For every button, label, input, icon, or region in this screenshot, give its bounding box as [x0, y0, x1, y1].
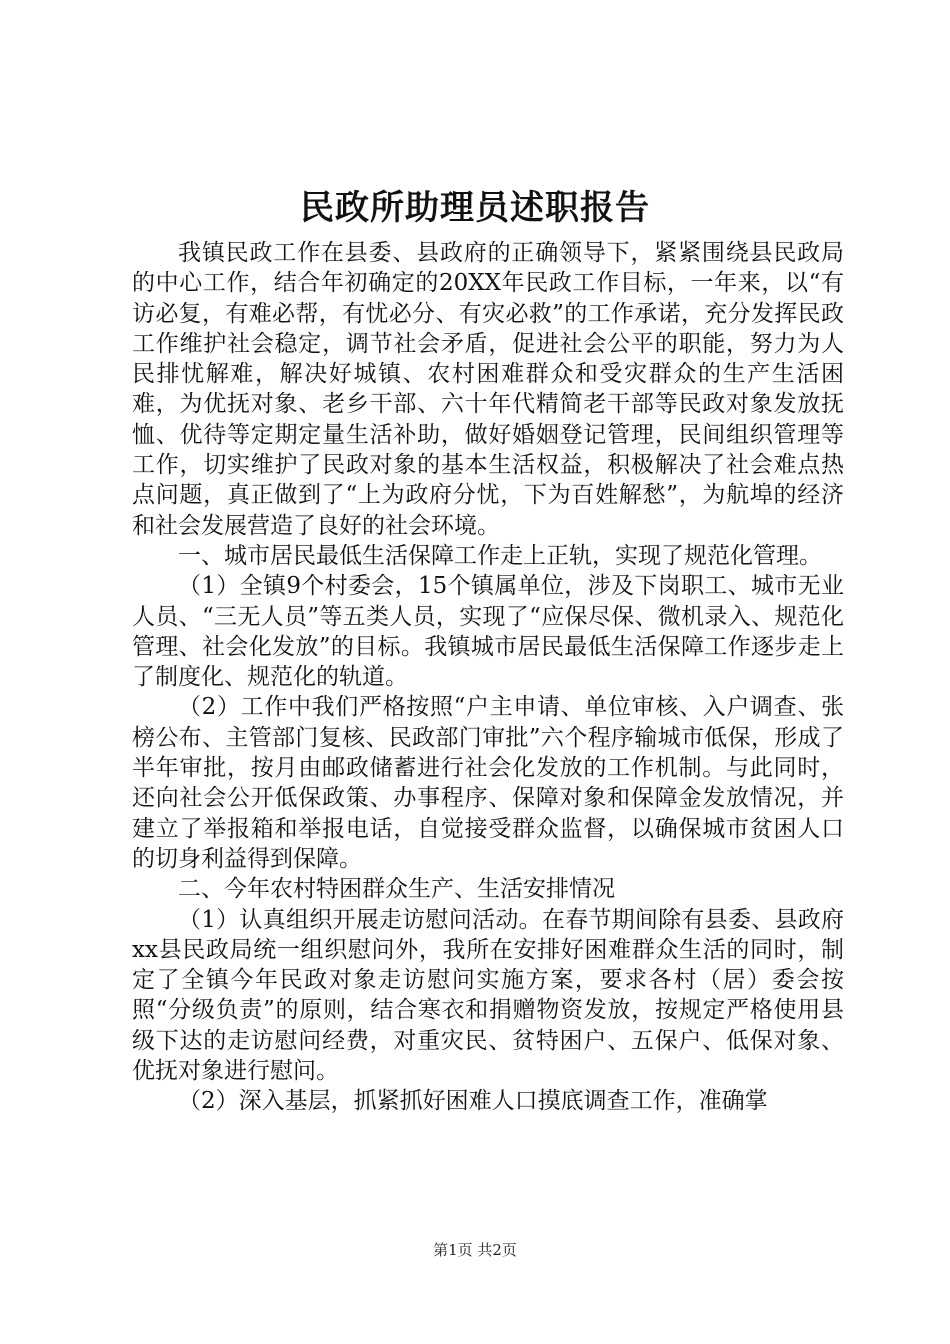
paragraph-section-1-item-1: （1）全镇9个村委会，15个镇属单位，涉及下岗职工、城市无业人员、“三无人员”等五类人员，实现了“应保尽保、微机录入、规范化管理、社会化发放”的目标。我镇城市居民最低生活保障工作逐步走上了制度化、规范化的轨道。: [132, 573, 844, 691]
paragraph-section-2-heading: 二、今年农村特困群众生产、生活安排情况: [178, 876, 615, 903]
paragraph-intro: 我镇民政工作在县委、县政府的正确领导下，紧紧围绕县民政局的中心工作，结合年初确定的20XX年民政工作目标，一年来，以“有访必复，有难必帮，有忧必分、有灾必救”的工作承诺，充分发挥民政工作维护社会稳定，调节社会矛盾，促进社会公平的职能，努力为人民排忧解难，解决好城镇、农村困难群众和受灾群众的生产生活困难，为优抚对象、老乡干部、六十年代精简老干部等民政对象发放抚恤、优待等定期定量生活补助，做好婚姻登记管理，民间组织管理等工作，切实维护了民政对象的基本生活权益，积极解决了社会难点热点问题，真正做到了“上为政府分忧，下为百姓解愁”，为航埠的经济和社会发展营造了良好的社会环境。: [132, 240, 844, 539]
page-footer: 第1页 共2页: [433, 1241, 517, 1259]
paragraph-section-2-item-1: （1）认真组织开展走访慰问活动。在春节期间除有县委、县政府xx县民政局统一组织慰问外，我所在安排好困难群众生活的同时，制定了全镇今年民政对象走访慰问实施方案，要求各村（居）委会按照“分级负责”的原则，结合寒衣和捐赠物资发放，按规定严格使用县级下达的走访慰问经费，对重灾民、贫特困户、五保户、低保对象、优抚对象进行慰问。: [132, 906, 844, 1085]
document-title: 民政所助理员述职报告: [300, 188, 650, 228]
paragraph-section-1-heading: 一、城市居民最低生活保障工作走上正轨，实现了规范化管理。: [178, 542, 822, 569]
paragraph-section-2-item-2: （2）深入基层，抓紧抓好困难人口摸底调查工作，准确掌: [178, 1088, 768, 1115]
document-body: [132, 238, 844, 1117]
paragraph-section-1-item-2: （2）工作中我们严格按照“户主申请、单位审核、入户调查、张榜公布、主管部门复核、民政部门审批”六个程序输城市低保，形成了半年审批，按月由邮政储蓄进行社会化发放的工作机制。与此同时，还向社会公开低保政策、办事程序、保障对象和保障金发放情况，并建立了举报箱和举报电话，自觉接受群众监督，以确保城市贫困人口的切身利益得到保障。: [132, 694, 844, 872]
